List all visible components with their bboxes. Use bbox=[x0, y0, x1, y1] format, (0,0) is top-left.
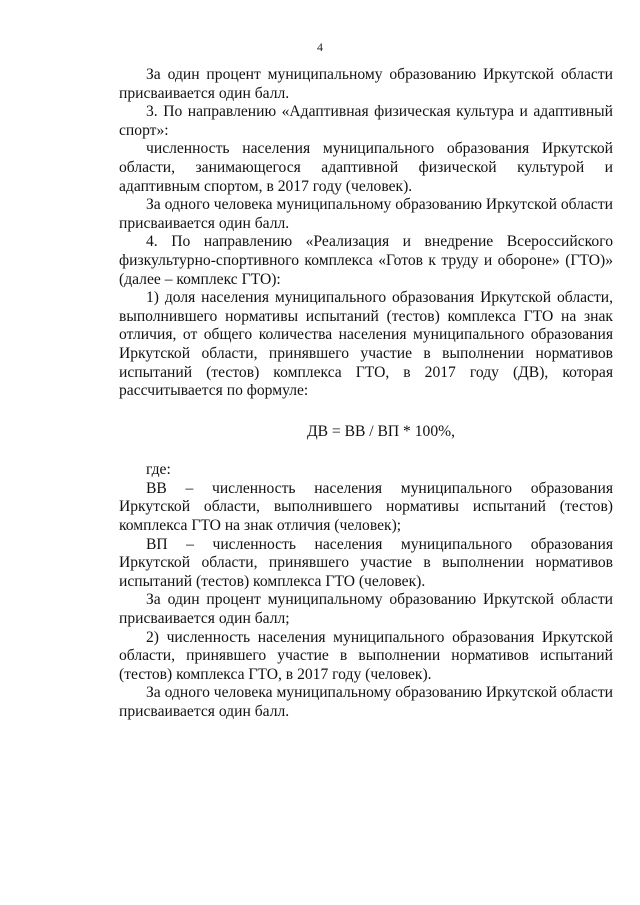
paragraph-points-per-person: За одного человека муниципальному образованию Иркутской области присваивается один балл. bbox=[119, 196, 613, 232]
paragraph-adaptive-sport-population: численность населения муниципального образования Иркутской области, занимающегося адаптивной физической культурой и адаптивным спортом, в 2017 году (человек). bbox=[119, 140, 613, 195]
paragraph-points-per-person-gto: За одного человека муниципальному образованию Иркутской области присваивается один балл. bbox=[119, 684, 613, 720]
document-body bbox=[119, 66, 613, 722]
paragraph-section-3-heading: 3. По направлению «Адаптивная физическая культура и адаптивный спорт»: bbox=[119, 103, 613, 139]
paragraph-where: где: bbox=[146, 461, 171, 479]
paragraph-points-per-percent: За один процент муниципальному образованию Иркутской области присваивается один балл. bbox=[119, 66, 613, 102]
paragraph-gto-participants: 2) численность населения муниципального образования Иркутской области, принявшего участие в выполнении нормативов испытаний (тестов) комплекса ГТО, в 2017 году (человек). bbox=[119, 628, 613, 683]
formula: ДВ = ВВ / ВП * 100%, bbox=[306, 422, 456, 440]
page-number: 4 bbox=[317, 40, 323, 54]
paragraph-vv-definition: ВВ – численность населения муниципального образования Иркутской области, выполнившего нормативы испытаний (тестов) комплекса ГТО на знак отличия (человек); bbox=[119, 479, 613, 535]
paragraph-section-4-heading: 4. По направлению «Реализация и внедрение Всероссийского физкультурно-спортивного комплекса «Готов к труду и обороне» (ГТО)» (далее – комплекс ГТО): bbox=[119, 233, 613, 288]
paragraph-vp-definition: ВП – численность населения муниципального образования Иркутской области, принявшего участие в выполнении нормативов испытаний (тестов) комплекса ГТО (человек). bbox=[119, 535, 613, 590]
paragraph-gto-share-definition: 1) доля населения муниципального образования Иркутской области, выполнившего нормативы испытаний (тестов) комплекса ГТО на знак отличия, от общего количества населения муниципального образования Иркутской области, принявшего участие в выполнении нормативов испытаний (тестов) комплекса ГТО, в 2017 году (ДВ), которая рассчитывается по формуле: bbox=[119, 289, 613, 400]
paragraph-points-per-percent-gto: За один процент муниципальному образованию Иркутской области присваивается один балл; bbox=[119, 591, 613, 628]
